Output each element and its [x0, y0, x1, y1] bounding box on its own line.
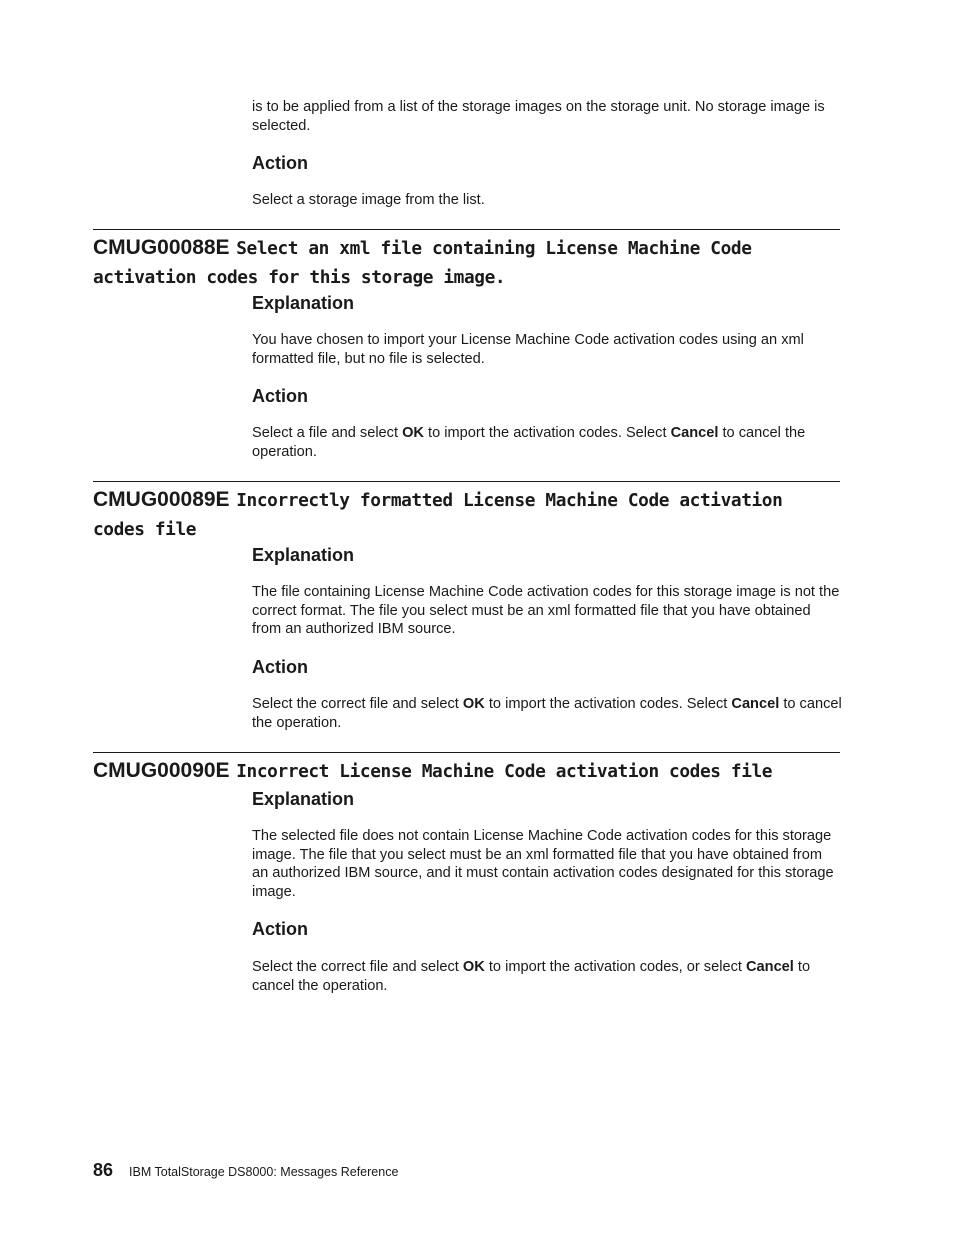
message-heading-cmug00089e	[93, 481, 840, 543]
explanation-text: The selected file does not contain License Machine Code activation codes for this storage image. The file that you select must be an xml formatted file that you have obtained from an authorized IBM source, and it must contain activation codes designated for this storage image.	[252, 828, 834, 900]
action-text: Select a file and select OK to import the activation codes. Select Cancel to cancel the operation.	[252, 425, 806, 460]
cancel-keyword: Cancel	[731, 696, 780, 712]
explanation-text: The file containing License Machine Code activation codes for this storage image is not the correct format. The file you select must be an xml formatted file that you have obtained from an authorized IBM source.	[252, 584, 840, 638]
explanation-heading: Explanation	[252, 293, 355, 313]
message-code: CMUG00089E	[93, 488, 230, 511]
action-heading: Action	[252, 657, 308, 677]
message-code: CMUG00088E	[93, 236, 230, 259]
explanation-text: You have chosen to import your License Machine Code activation codes using an xml formatted file, but no file is selected.	[252, 332, 804, 367]
intro-explanation-text: is to be applied from a list of the storage images on the storage unit. No storage image is selected.	[252, 99, 825, 134]
message-title: Incorrectly formatted License Machine Code activation codes file	[93, 490, 783, 540]
page-footer	[93, 1160, 398, 1181]
cancel-keyword: Cancel	[670, 425, 719, 441]
message-title: Select an xml file containing License Machine Code activation codes for this storage image.	[93, 238, 752, 288]
ok-keyword: OK	[462, 696, 485, 712]
action-text: Select the correct file and select OK to import the activation codes. Select Cancel to cancel the operation.	[252, 696, 842, 731]
action-heading: Action	[252, 386, 308, 406]
page-number: 86	[93, 1160, 114, 1180]
action-heading: Action	[252, 919, 308, 939]
cancel-keyword: Cancel	[746, 959, 794, 975]
explanation-heading: Explanation	[252, 789, 355, 809]
ok-keyword: OK	[402, 425, 424, 441]
intro-action-text: Select a storage image from the list.	[252, 192, 485, 208]
intro-action-heading: Action	[252, 153, 308, 173]
explanation-heading: Explanation	[252, 545, 355, 565]
message-code: CMUG00090E	[93, 759, 230, 782]
book-title: IBM TotalStorage DS8000: Messages Reference	[129, 1165, 399, 1179]
ok-keyword: OK	[462, 959, 485, 975]
message-title: Incorrect License Machine Code activation codes file	[236, 761, 773, 782]
message-heading-cmug00090e	[93, 752, 840, 785]
message-heading-cmug00088e	[93, 229, 840, 291]
action-text: Select the correct file and select OK to import the activation codes, or select Cancel to cancel the operation.	[252, 959, 811, 994]
